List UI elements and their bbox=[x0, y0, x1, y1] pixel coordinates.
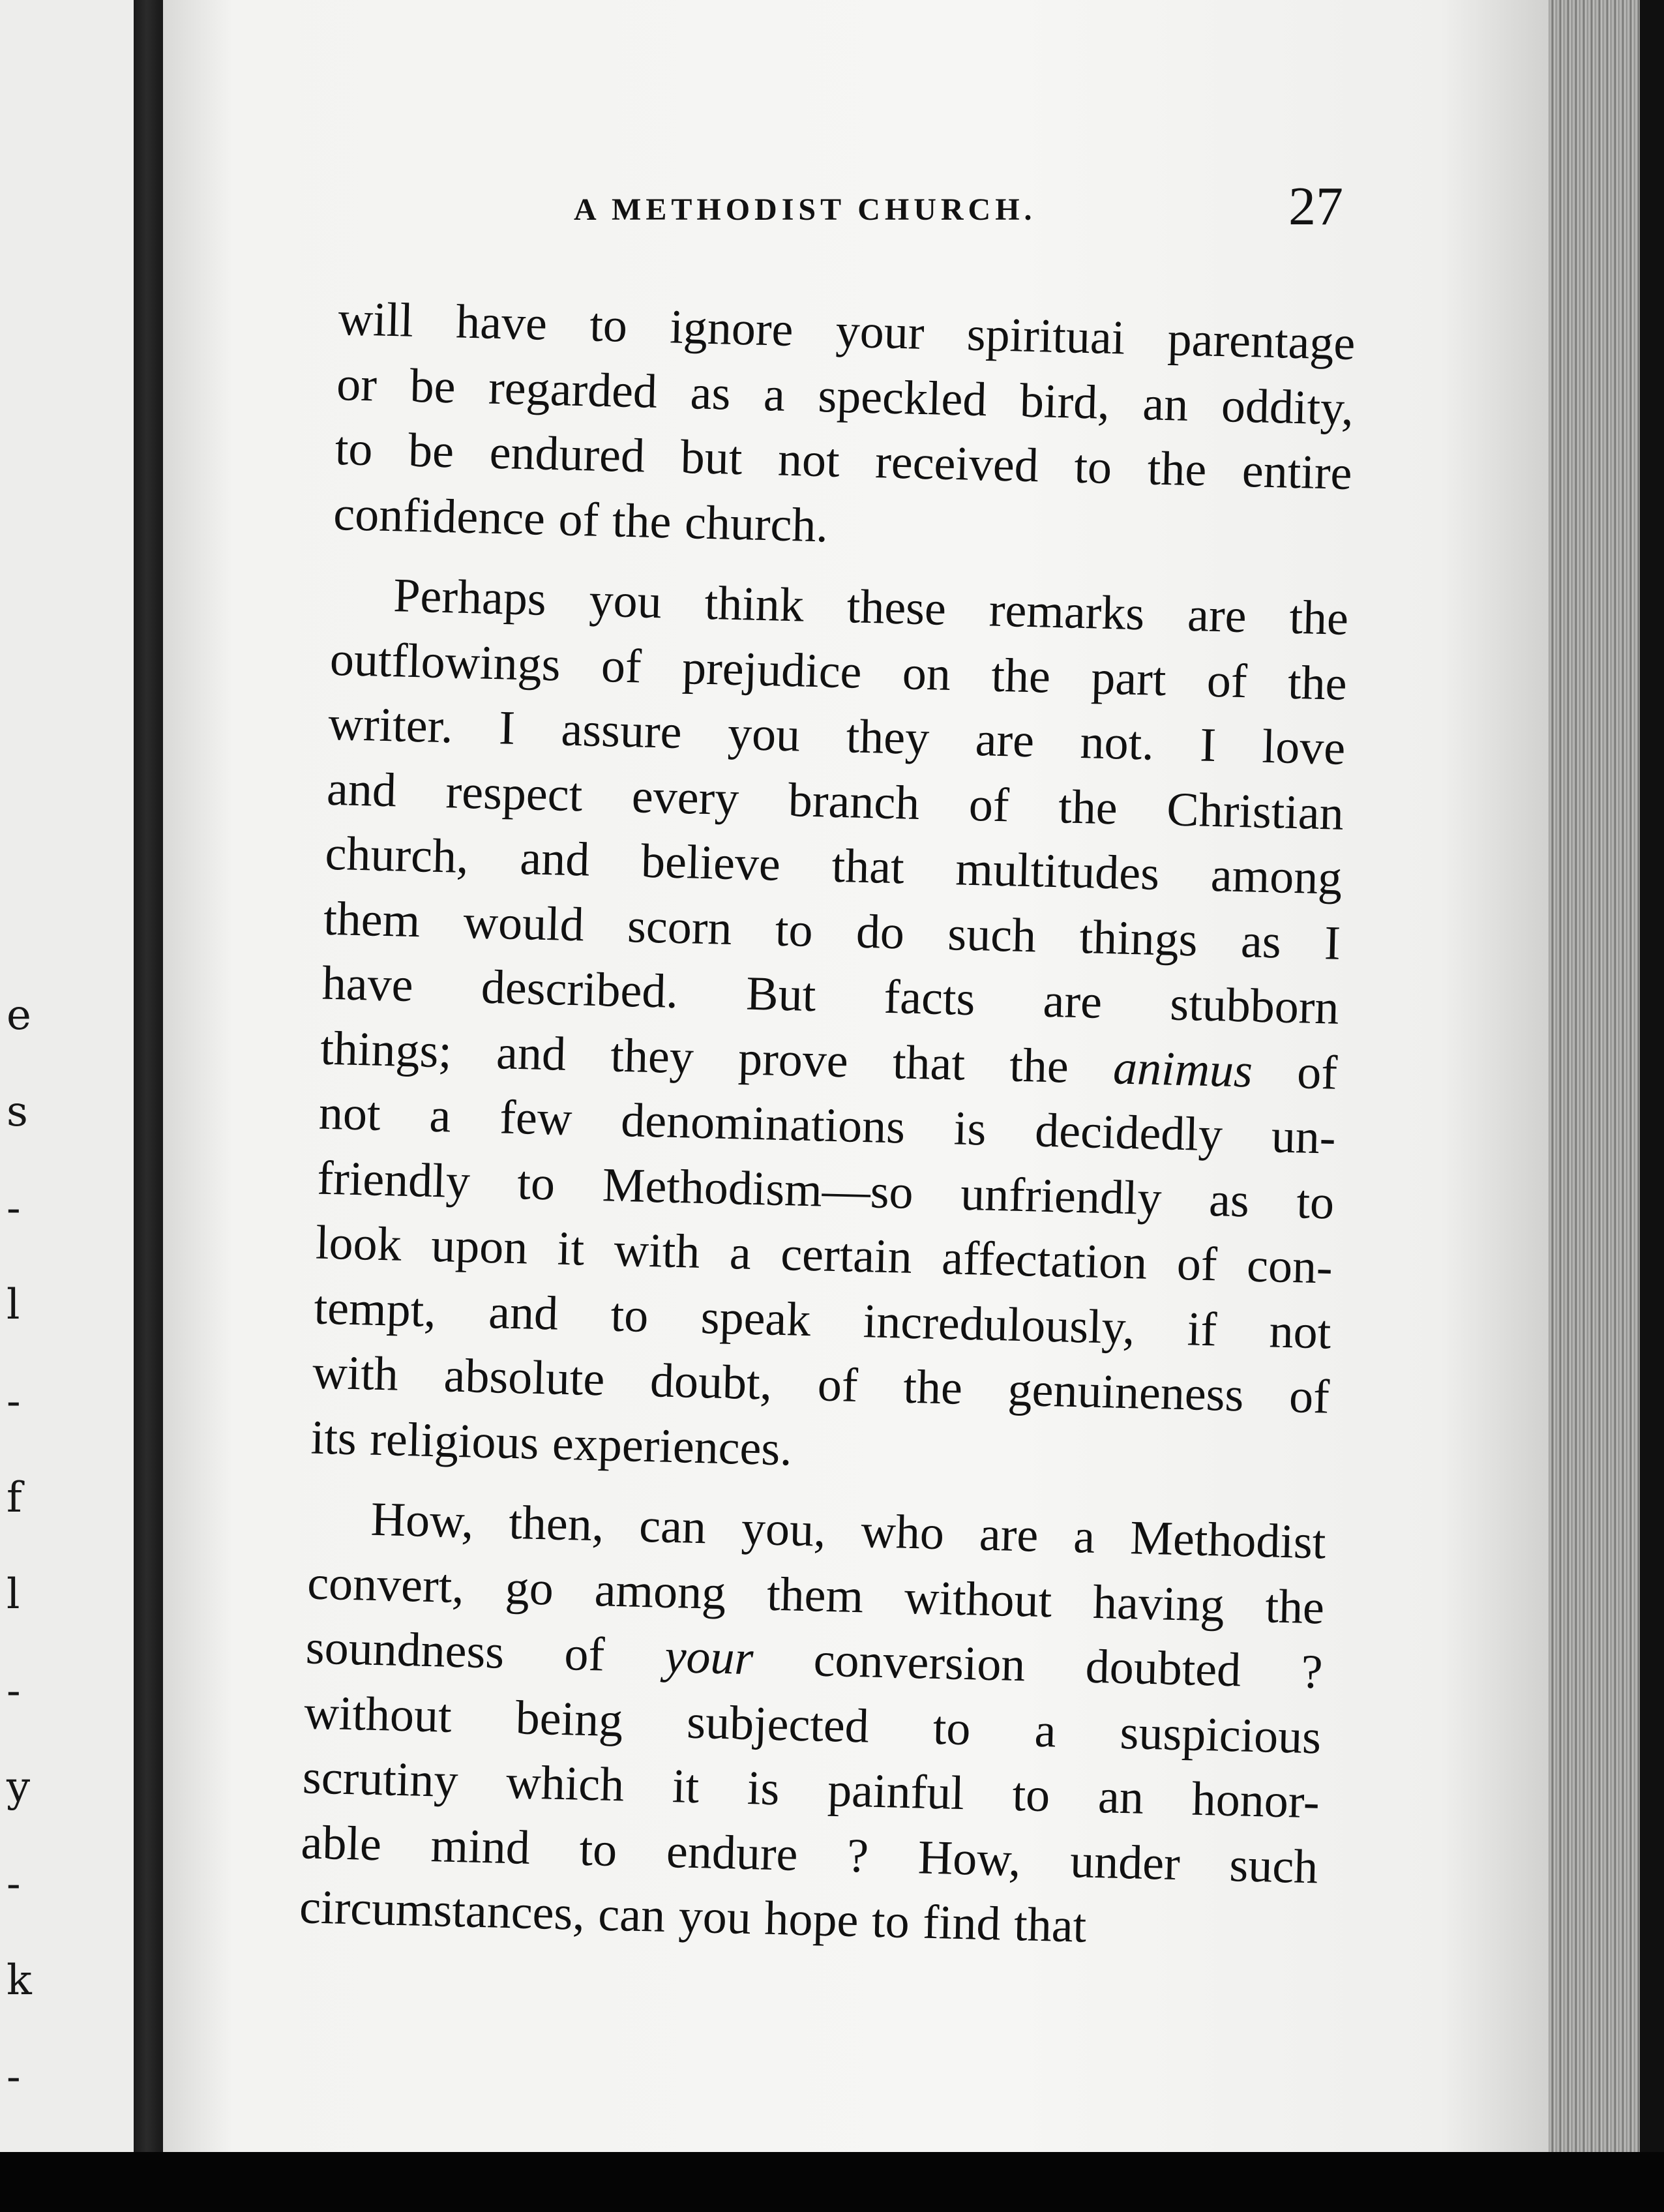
word: affectation bbox=[941, 1231, 1148, 1290]
word: to bbox=[334, 421, 374, 477]
word: do bbox=[855, 904, 906, 959]
word: will bbox=[337, 291, 414, 348]
running-head bbox=[339, 175, 1343, 247]
word: prove bbox=[737, 1031, 849, 1088]
word: can bbox=[638, 1499, 707, 1555]
word: its bbox=[310, 1410, 357, 1465]
word: such bbox=[947, 906, 1037, 963]
word: who bbox=[860, 1504, 945, 1561]
word: love bbox=[1261, 719, 1346, 775]
book-fore-edge bbox=[1549, 0, 1640, 2152]
word: the bbox=[1009, 1038, 1069, 1094]
word: they bbox=[845, 710, 930, 766]
paragraph bbox=[310, 562, 1350, 1495]
word: you bbox=[677, 1889, 752, 1945]
word: are bbox=[979, 1507, 1039, 1562]
word: having bbox=[1092, 1575, 1225, 1632]
word: ? bbox=[1300, 1645, 1324, 1699]
word: be bbox=[409, 359, 456, 413]
word: facts bbox=[883, 970, 976, 1026]
word: upon bbox=[430, 1218, 529, 1275]
word: as bbox=[689, 365, 732, 421]
word: they bbox=[610, 1028, 694, 1084]
word: branch bbox=[787, 773, 921, 830]
word: you bbox=[588, 573, 662, 629]
word: doubt, bbox=[649, 1354, 773, 1411]
word: and bbox=[496, 1025, 567, 1081]
page-number: 27 bbox=[1288, 176, 1343, 237]
word: to bbox=[578, 1822, 618, 1877]
left-page-glyph: l bbox=[7, 1570, 20, 1619]
word: received bbox=[874, 435, 1039, 493]
word: endured bbox=[488, 425, 646, 483]
word: an bbox=[1097, 1770, 1144, 1825]
word: circumstances, bbox=[299, 1880, 586, 1941]
word: you bbox=[727, 706, 801, 762]
word: to bbox=[932, 1701, 972, 1756]
word: Methodist bbox=[1129, 1511, 1327, 1570]
word: the bbox=[612, 493, 672, 549]
word: to bbox=[610, 1288, 649, 1343]
word: assure bbox=[560, 702, 683, 760]
word: Christian bbox=[1166, 782, 1345, 841]
word: scrutiny bbox=[302, 1750, 459, 1808]
word: or bbox=[336, 357, 378, 411]
word: unfriendly bbox=[960, 1167, 1163, 1225]
word: without bbox=[303, 1685, 453, 1743]
word: are bbox=[1187, 588, 1247, 644]
word: suspicious bbox=[1119, 1705, 1322, 1764]
word: How, bbox=[370, 1492, 475, 1549]
word: regarded bbox=[488, 361, 659, 419]
word: of bbox=[816, 1358, 859, 1412]
word: with bbox=[613, 1223, 701, 1279]
word: prejudice bbox=[681, 640, 863, 699]
word: an bbox=[1142, 376, 1189, 432]
left-page-glyph: s bbox=[7, 1088, 28, 1136]
word: to bbox=[871, 1894, 910, 1949]
word: things bbox=[1078, 910, 1198, 966]
scan-border-right bbox=[1640, 0, 1664, 2212]
word: a bbox=[728, 1226, 752, 1280]
paragraph bbox=[299, 1486, 1327, 1964]
book-gutter bbox=[134, 0, 166, 2212]
word: and bbox=[488, 1285, 559, 1341]
word: ? bbox=[846, 1829, 870, 1883]
word: among bbox=[1210, 848, 1343, 905]
word: such bbox=[1228, 1838, 1319, 1894]
word: con- bbox=[1246, 1238, 1333, 1294]
word: incredulously, bbox=[862, 1294, 1136, 1354]
left-page-glyph: k bbox=[7, 1956, 32, 2005]
word: painful bbox=[827, 1763, 965, 1821]
word: of bbox=[1176, 1236, 1218, 1292]
left-page-glyph: - bbox=[7, 2053, 21, 2101]
word: genuineness bbox=[1007, 1362, 1245, 1422]
left-page-glyph: - bbox=[7, 1667, 21, 1715]
left-page-glyph: - bbox=[7, 1377, 21, 1426]
word: is bbox=[747, 1761, 780, 1816]
word: I bbox=[498, 701, 516, 755]
word: not bbox=[318, 1086, 381, 1141]
left-page-glyph: e bbox=[7, 991, 31, 1039]
word: as bbox=[1208, 1173, 1250, 1228]
word: and bbox=[519, 831, 591, 887]
word: the bbox=[1288, 590, 1349, 646]
word: to bbox=[1011, 1767, 1051, 1823]
word: of bbox=[1206, 653, 1248, 708]
word: parentage bbox=[1166, 312, 1356, 371]
word: respect bbox=[445, 764, 584, 822]
word: absolute bbox=[443, 1349, 606, 1407]
word: which bbox=[505, 1755, 625, 1812]
word: have bbox=[321, 956, 414, 1013]
word: them bbox=[323, 891, 421, 948]
word: scorn bbox=[627, 899, 733, 955]
word: it bbox=[672, 1759, 700, 1814]
word: subjected bbox=[686, 1695, 870, 1754]
word: without bbox=[904, 1570, 1053, 1628]
word: honor- bbox=[1191, 1772, 1320, 1829]
word: of bbox=[601, 638, 642, 693]
word: remarks bbox=[988, 583, 1146, 641]
word: soundness bbox=[305, 1621, 505, 1679]
word: to bbox=[1296, 1174, 1335, 1230]
word: But bbox=[745, 966, 817, 1023]
word: that bbox=[1013, 1898, 1088, 1953]
word: on bbox=[902, 646, 951, 701]
word: religious bbox=[369, 1412, 540, 1470]
word: few bbox=[499, 1090, 573, 1146]
body-text bbox=[299, 287, 1356, 1965]
word: speak bbox=[700, 1290, 812, 1347]
word: to bbox=[516, 1156, 556, 1210]
word: you, bbox=[741, 1501, 827, 1557]
word: speckled bbox=[817, 368, 988, 426]
word: bird, bbox=[1019, 374, 1110, 430]
word: believe bbox=[640, 834, 781, 891]
word: Methodism—so bbox=[601, 1158, 914, 1219]
left-page-glyph: f bbox=[7, 1474, 22, 1522]
word: I bbox=[1324, 916, 1341, 970]
word: these bbox=[846, 580, 947, 636]
word: then, bbox=[508, 1495, 605, 1552]
word: and bbox=[326, 762, 398, 817]
word: conversion bbox=[812, 1633, 1026, 1692]
word: Perhaps bbox=[393, 569, 547, 626]
word: of bbox=[563, 1627, 606, 1682]
word: the bbox=[1287, 655, 1348, 711]
word: church. bbox=[684, 495, 829, 552]
word: experiences. bbox=[552, 1416, 793, 1476]
left-page-glyph: y bbox=[7, 1763, 31, 1812]
word: endure bbox=[666, 1824, 799, 1881]
paragraph bbox=[333, 287, 1356, 571]
word: part bbox=[1090, 650, 1167, 706]
word: not bbox=[1268, 1304, 1332, 1360]
word: confidence bbox=[333, 486, 546, 546]
word: the bbox=[1058, 779, 1118, 835]
word: to bbox=[774, 903, 814, 957]
word: friendly bbox=[316, 1151, 471, 1208]
scan-border-bottom bbox=[0, 2152, 1664, 2212]
word: not. bbox=[1079, 715, 1155, 771]
word: is bbox=[953, 1101, 987, 1156]
word: a bbox=[1033, 1703, 1057, 1758]
word: the bbox=[1146, 441, 1208, 497]
word: a bbox=[763, 367, 786, 422]
word: animus bbox=[1112, 1040, 1253, 1098]
left-page-glyph: - bbox=[7, 1184, 21, 1233]
left-page-text-fragments bbox=[0, 0, 137, 2212]
left-page-glyph: l bbox=[7, 1281, 20, 1329]
word: the bbox=[1264, 1579, 1325, 1635]
word: outflowings bbox=[329, 632, 561, 691]
word: if bbox=[1186, 1302, 1218, 1356]
word: them bbox=[766, 1567, 865, 1623]
word: oddity, bbox=[1221, 378, 1354, 436]
word: church, bbox=[324, 826, 469, 884]
word: things; bbox=[319, 1021, 453, 1079]
word: a bbox=[1073, 1510, 1096, 1564]
word: among bbox=[593, 1562, 727, 1620]
word: with bbox=[312, 1345, 399, 1401]
word: are bbox=[974, 713, 1035, 768]
word: spirituai bbox=[966, 307, 1126, 365]
word: decidedly bbox=[1034, 1103, 1223, 1162]
word: doubted bbox=[1084, 1639, 1242, 1697]
word: convert, bbox=[306, 1555, 465, 1613]
word: hope bbox=[764, 1891, 859, 1948]
word: denominations bbox=[620, 1093, 906, 1154]
word: of bbox=[557, 492, 600, 547]
word: tempt, bbox=[313, 1281, 437, 1338]
word: to bbox=[1073, 440, 1113, 495]
word: as bbox=[1240, 914, 1282, 969]
word: ignore bbox=[669, 300, 794, 357]
word: not bbox=[777, 432, 840, 488]
word: every bbox=[631, 769, 740, 826]
word: certain bbox=[780, 1227, 913, 1284]
word: be bbox=[408, 423, 455, 479]
word: mind bbox=[430, 1818, 531, 1875]
word: of bbox=[968, 777, 1010, 832]
word: it bbox=[556, 1221, 586, 1276]
word: are bbox=[1042, 974, 1103, 1029]
left-facing-page bbox=[0, 0, 137, 2212]
word: stubborn bbox=[1169, 977, 1340, 1035]
word: described. bbox=[480, 960, 679, 1019]
word: but bbox=[679, 430, 743, 486]
word: that bbox=[892, 1035, 966, 1091]
word: I bbox=[1199, 718, 1217, 773]
word: find bbox=[922, 1895, 1002, 1951]
word: able bbox=[300, 1815, 382, 1871]
word: to bbox=[589, 298, 628, 353]
word: the bbox=[990, 648, 1051, 704]
word: of bbox=[1288, 1369, 1330, 1424]
word: your bbox=[664, 1629, 754, 1686]
word: of bbox=[1296, 1045, 1338, 1100]
word: un- bbox=[1270, 1109, 1337, 1165]
word: think bbox=[704, 576, 805, 633]
left-page-glyph: - bbox=[7, 1860, 21, 1908]
word: entire bbox=[1241, 443, 1353, 501]
word: have bbox=[455, 295, 548, 351]
word: How, bbox=[917, 1830, 1022, 1887]
word: would bbox=[462, 895, 585, 951]
word: go bbox=[504, 1561, 554, 1616]
word: writer. bbox=[327, 696, 454, 754]
word: multitudes bbox=[955, 842, 1160, 901]
word: being bbox=[514, 1690, 624, 1747]
word: can bbox=[597, 1887, 666, 1943]
running-head-title: A METHODIST CHURCH. bbox=[574, 192, 1037, 227]
word: your bbox=[835, 304, 925, 360]
word: that bbox=[831, 839, 905, 895]
word: under bbox=[1069, 1834, 1181, 1891]
word: look bbox=[315, 1216, 402, 1272]
word: a bbox=[428, 1088, 452, 1143]
word: the bbox=[902, 1360, 963, 1415]
